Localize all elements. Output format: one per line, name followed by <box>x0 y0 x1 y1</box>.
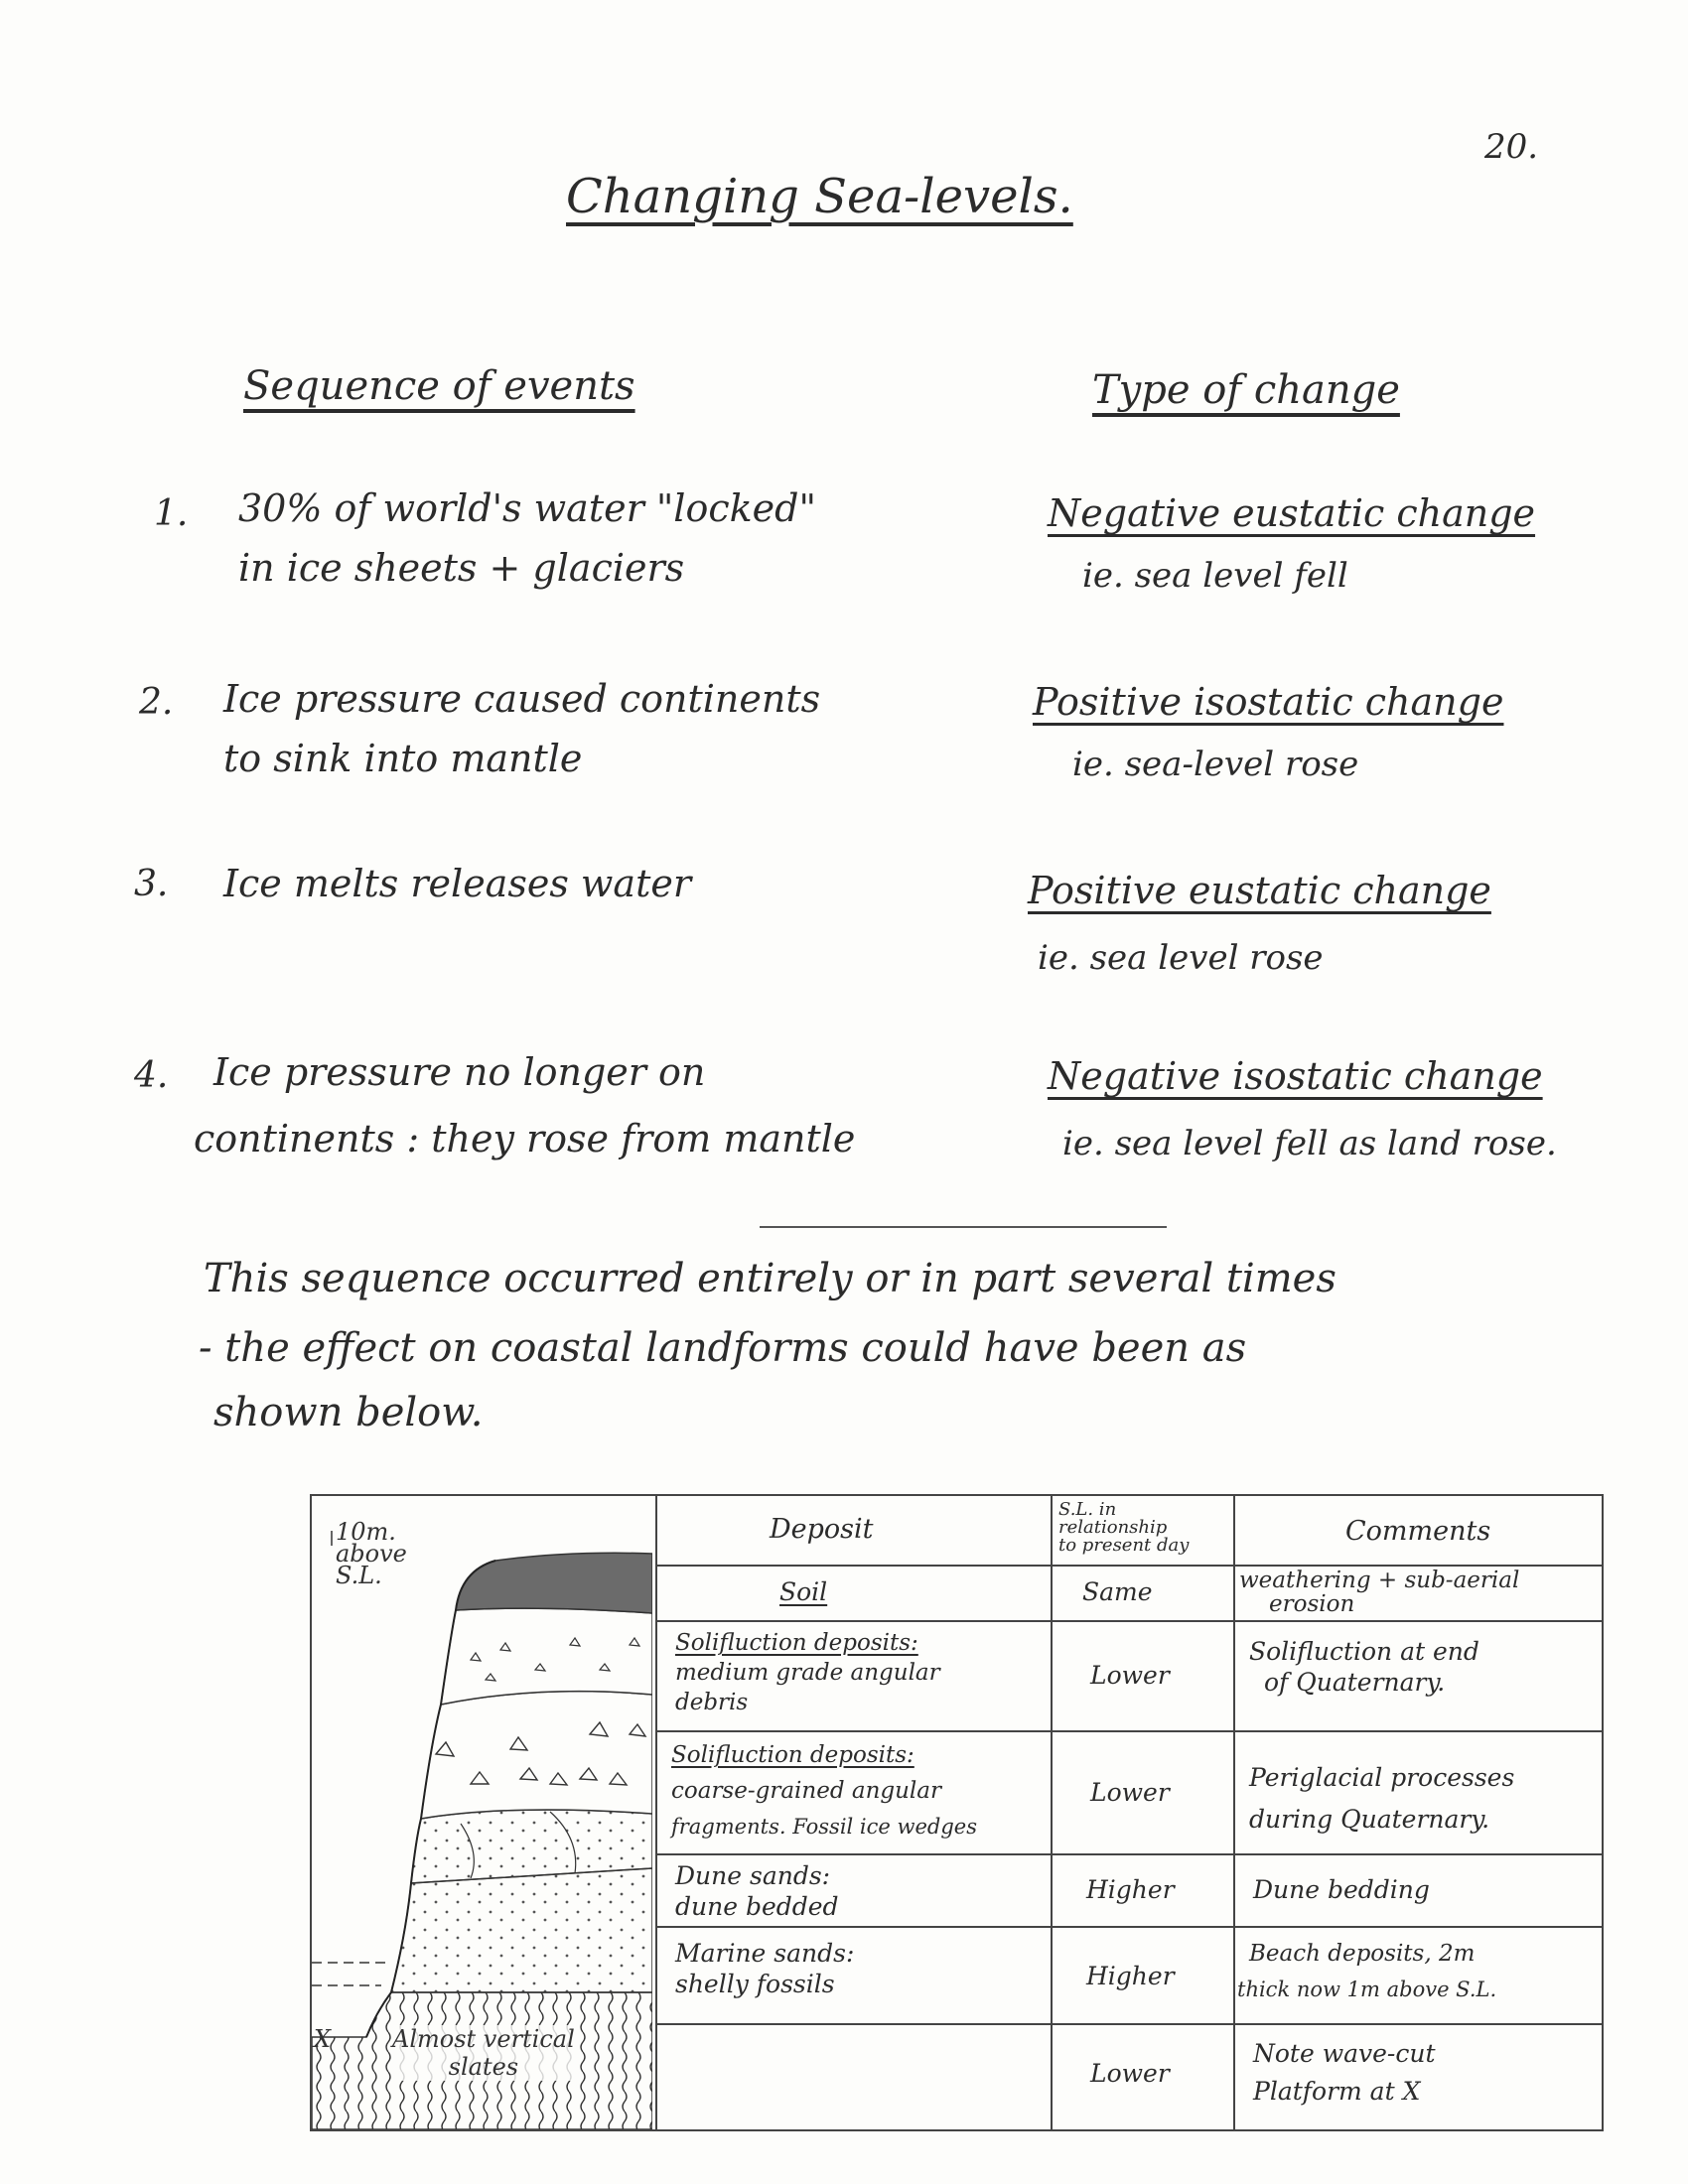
table-divider <box>655 1620 1604 1622</box>
height-label: 10m. above S.L. <box>336 1518 407 1589</box>
page-number: 20. <box>1484 127 1539 167</box>
table-divider <box>655 1565 1604 1567</box>
table-divider <box>1233 1494 1235 2131</box>
change-detail: ie. sea level fell as land rose. <box>1062 1124 1557 1163</box>
deposit-cell: Dune sands: dune bedded <box>675 1861 839 1921</box>
heading-type-of-change: Type of change <box>1092 367 1400 413</box>
comments-cell: Beach deposits, 2m thick now 1m above S.L. <box>1237 1941 1497 2001</box>
event-number: 4. <box>134 1055 169 1096</box>
deposit-cell: Soil <box>779 1577 828 1606</box>
deposit-cell: Solifluction deposits: medium grade angular debris <box>675 1630 940 1715</box>
comments-cell: weathering + sub-aerial erosion <box>1239 1568 1520 1617</box>
event-text-line: Ice pressure no longer on <box>213 1050 706 1094</box>
heading-sequence-of-events: Sequence of events <box>243 363 635 409</box>
change-type: Negative eustatic change <box>1048 491 1536 535</box>
coarse-solifluction-layer <box>421 1692 652 1819</box>
sea-level-cell: Lower <box>1090 1661 1170 1690</box>
table-divider <box>655 1730 1604 1732</box>
comments-cell: Solifluction at end of Quaternary. <box>1249 1637 1479 1697</box>
sea-level-cell: Higher <box>1086 1962 1175 1990</box>
header-deposit: Deposit <box>770 1514 874 1545</box>
sea-level-cell: Lower <box>1090 2059 1170 2088</box>
table-divider <box>1051 1494 1053 2131</box>
event-text-line: to sink into mantle <box>223 737 583 780</box>
point-x-label: X <box>314 2025 332 2053</box>
comments-cell: Note wave-cut Platform at X <box>1253 2039 1436 2106</box>
header-sea-level: S.L. in relationship to present day <box>1058 1499 1190 1556</box>
event-text-line: continents : they rose from mantle <box>194 1117 856 1160</box>
slates-label: Almost vertical slates <box>392 2025 575 2081</box>
table-divider <box>655 2023 1604 2025</box>
sea-level-cell: Lower <box>1090 1778 1170 1807</box>
event-text-line: Ice pressure caused continents <box>223 677 821 721</box>
page-title: Changing Sea-levels. <box>566 169 1073 224</box>
change-detail: ie. sea level fell <box>1082 556 1348 596</box>
event-number: 2. <box>139 682 174 723</box>
summary-line: shown below. <box>213 1390 484 1435</box>
change-type: Positive isostatic change <box>1033 680 1504 724</box>
change-detail: ie. sea level rose <box>1038 938 1324 978</box>
summary-line: This sequence occurred entirely or in part several times <box>204 1256 1336 1301</box>
change-detail: ie. sea-level rose <box>1072 745 1359 784</box>
marine-sands-layer <box>391 1868 652 1992</box>
deposit-cell: Solifluction deposits: coarse-grained angular fragments. Fossil ice wedges <box>671 1742 978 1839</box>
sea-level-cell: Same <box>1082 1577 1153 1606</box>
change-type: Positive eustatic change <box>1028 869 1491 912</box>
comments-cell: Periglacial processes during Quaternary. <box>1249 1763 1515 1834</box>
change-type: Negative isostatic change <box>1048 1054 1543 1098</box>
deposit-cell: Marine sands: shelly fossils <box>675 1939 855 1998</box>
comments-cell: Dune bedding <box>1253 1875 1430 1904</box>
event-number: 1. <box>154 493 189 534</box>
event-text-line: 30% of world's water "locked" <box>238 486 816 530</box>
soil-layer <box>456 1553 652 1613</box>
header-comments: Comments <box>1345 1516 1491 1547</box>
table-divider <box>655 1926 1604 1928</box>
sea-level-cell: Higher <box>1086 1875 1175 1904</box>
event-number: 3. <box>134 864 169 904</box>
table-divider <box>655 1853 1604 1855</box>
section-divider <box>760 1226 1167 1228</box>
table-divider <box>655 1494 657 2131</box>
summary-line: - the effect on coastal landforms could have been as <box>199 1325 1247 1371</box>
event-text-line: Ice melts releases water <box>223 862 692 905</box>
event-text-line: in ice sheets + glaciers <box>238 546 685 590</box>
